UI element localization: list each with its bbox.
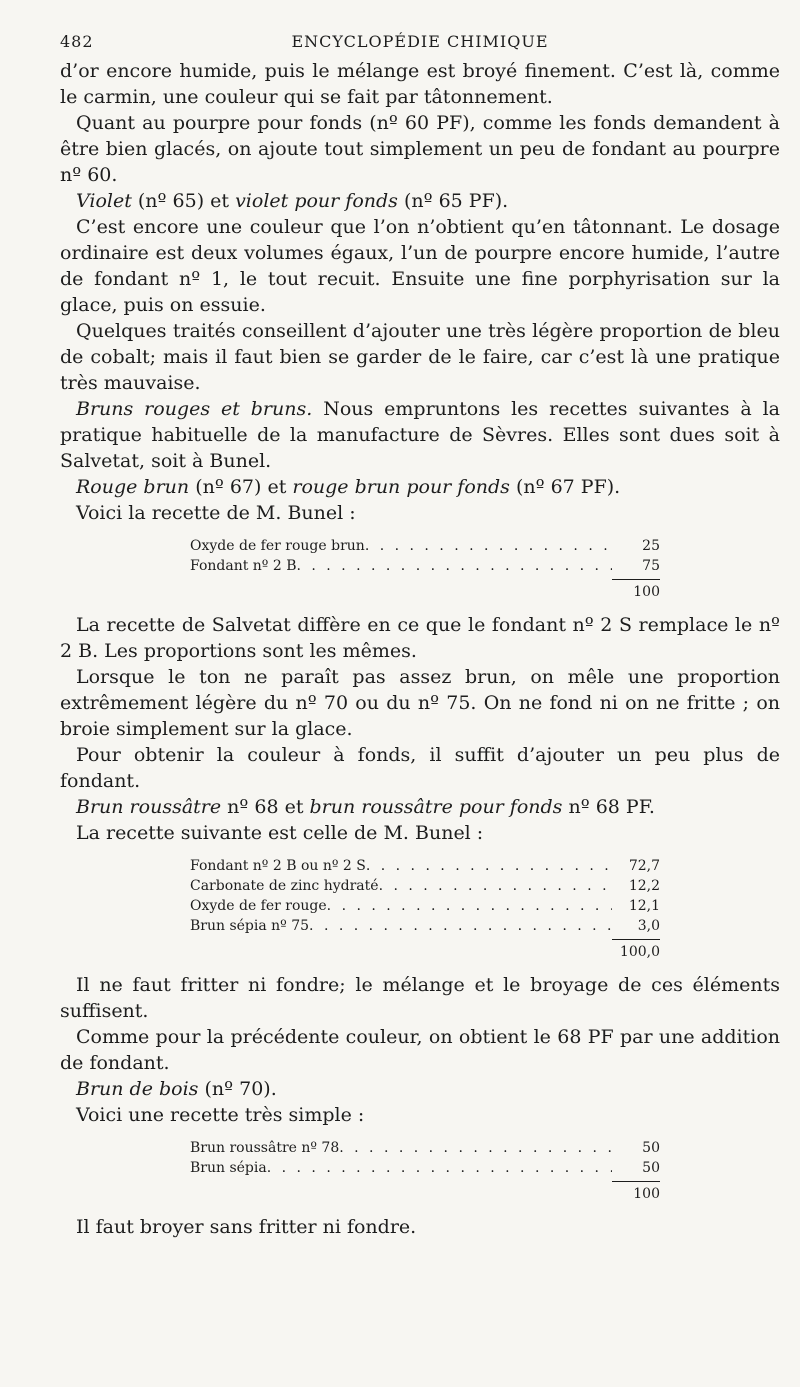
subheading-italic: Brun de bois [76, 1078, 199, 1100]
ingredient-name: Oxyde de fer rouge brun [190, 538, 365, 554]
paragraph: Quant au pourpre pour fonds (nº 60 PF), comme les fonds demandent à être bien glacés, on ajoute tout simplement un peu de fondant au pourpre nº 60. [60, 112, 780, 186]
total-rule [612, 579, 660, 580]
recipe-row [190, 856, 660, 876]
paragraph: Il ne faut fritter ni fondre; le mélange et le broyage de ces éléments suffisent. [60, 974, 780, 1022]
ingredient-value: 12,1 [628, 898, 660, 914]
recipe-total: 100 [633, 584, 660, 600]
subheading-italic: Bruns rouges et bruns. [76, 398, 313, 420]
total-rule [612, 939, 660, 940]
paragraph: C’est encore une couleur que l’on n’obtient qu’en tâtonnant. Le dosage ordinaire est deux volumes égaux, l’un de pourpre encore humide, l’autre de fondant nº 1, le tout recuit. Ensuite une fine porphyrisation sur la glace, puis on essuie. [60, 216, 780, 316]
recipe-table-brun-de-bois [190, 1138, 660, 1204]
subheading-italic: Rouge brun [76, 476, 190, 498]
ingredient-name: Brun sépia nº 75 [190, 918, 310, 934]
subheading-text: (nº 67) et [189, 476, 293, 498]
subheading-rouge-brun [60, 474, 780, 500]
subheading-violet [60, 188, 780, 214]
page [60, 20, 780, 1240]
paragraph: d’or encore humide, puis le mélange est broyé finement. C’est là, comme le carmin, une couleur qui se fait par tâtonnement. [60, 60, 780, 108]
recipe-row [190, 896, 660, 916]
subheading-brun-de-bois [60, 1076, 780, 1102]
subheading-italic: Violet [76, 190, 132, 212]
recipe-row [190, 1158, 660, 1178]
subheading-text: nº 68 et [221, 796, 310, 818]
ingredient-name: Oxyde de fer rouge [190, 898, 327, 914]
paragraph-bruns [60, 396, 780, 474]
ingredient-value: 50 [642, 1140, 660, 1156]
running-title: ENCYCLOPÉDIE CHIMIQUE [291, 32, 549, 51]
recipe-row [190, 876, 660, 896]
total-rule [612, 1181, 660, 1182]
paragraph: Quelques traités conseillent d’ajouter une très légère proportion de bleu de cobalt; mais il faut bien se garder de le faire, car c’est là une pratique très mauvaise. [60, 320, 780, 394]
ingredient-name: Brun roussâtre nº 78 [190, 1140, 340, 1156]
subheading-italic: brun roussâtre pour fonds [309, 796, 563, 818]
subheading-brun-roussatre [60, 794, 780, 820]
subheading-italic: Brun roussâtre [76, 796, 222, 818]
ingredient-name: Fondant nº 2 B ou nº 2 S [190, 858, 366, 874]
subheading-text: nº 68 PF. [562, 796, 655, 818]
subheading-text: (nº 65 PF). [397, 190, 509, 212]
recipe-row [190, 916, 660, 936]
paragraph: Voici la recette de M. Bunel : [76, 502, 356, 524]
ingredient-value: 3,0 [637, 918, 660, 934]
page-header [60, 20, 780, 50]
subheading-text: (nº 70). [198, 1078, 277, 1100]
subheading-text: (nº 67 PF). [509, 476, 621, 498]
ingredient-name: Carbonate de zinc hydraté [190, 878, 379, 894]
ingredient-name: Fondant nº 2 B [190, 558, 297, 574]
paragraph: Pour obtenir la couleur à fonds, il suffit d’ajouter un peu plus de fondant. [60, 744, 780, 792]
recipe-total: 100,0 [619, 944, 660, 960]
recipe-row [190, 536, 660, 556]
paragraph: Il faut broyer sans fritter ni fondre. [76, 1216, 417, 1238]
paragraph: La recette suivante est celle de M. Bunel : [76, 822, 484, 844]
subheading-italic: violet pour fonds [235, 190, 398, 212]
recipe-row [190, 1138, 660, 1158]
paragraph: Voici une recette très simple : [76, 1104, 365, 1126]
recipe-row [190, 556, 660, 576]
page-number: 482 [60, 32, 94, 51]
ingredient-name: Brun sépia [190, 1160, 267, 1176]
paragraph-text: Nous empruntons les recettes suivantes à la pratique habituelle de la manufacture de Sèvres. Elles sont dues soit à Salvetat, soit à Bunel. [60, 398, 780, 472]
paragraph: Comme pour la précédente couleur, on obtient le 68 PF par une addition de fondant. [60, 1026, 780, 1074]
recipe-table-brun-roussatre [190, 856, 660, 962]
recipe-total: 100 [633, 1186, 660, 1202]
paragraph: La recette de Salvetat diffère en ce que le fondant nº 2 S remplace le nº 2 B. Les proportions sont les mêmes. [60, 614, 780, 662]
subheading-text: (nº 65) et [131, 190, 236, 212]
ingredient-value: 50 [642, 1160, 660, 1176]
ingredient-value: 12,2 [628, 878, 660, 894]
subheading-italic: rouge brun pour fonds [292, 476, 510, 498]
paragraph: Lorsque le ton ne paraît pas assez brun, on mêle une proportion extrêmement légère du nº 70 ou du nº 75. On ne fond ni on ne fritte ; on broie simplement sur la glace. [60, 666, 780, 740]
recipe-table-rouge-brun [190, 536, 660, 602]
ingredient-value: 25 [642, 538, 660, 554]
ingredient-value: 72,7 [628, 858, 660, 874]
ingredient-value: 75 [642, 558, 660, 574]
